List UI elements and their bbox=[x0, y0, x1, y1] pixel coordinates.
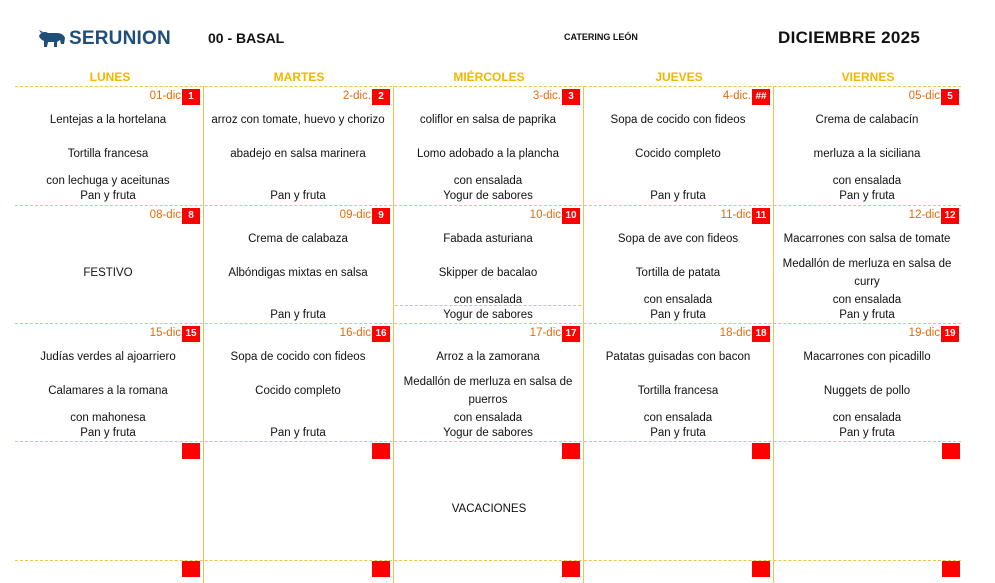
second-course: Calamares a la romana bbox=[48, 385, 168, 397]
dessert: Yogur de sabores bbox=[443, 190, 533, 202]
day-number-badge: 1 bbox=[182, 89, 200, 105]
day-cell bbox=[13, 206, 203, 324]
day-number-badge: 19 bbox=[941, 326, 959, 342]
side-dish: con ensalada bbox=[453, 294, 523, 306]
day-cell bbox=[203, 324, 393, 442]
day-cell bbox=[393, 87, 583, 205]
first-course: Judías verdes al ajoarriero bbox=[40, 351, 176, 363]
empty-day-badge bbox=[942, 561, 960, 577]
day-number-badge: 11 bbox=[752, 208, 770, 224]
second-course: Skipper de bacalao bbox=[438, 267, 538, 279]
empty-day-badge bbox=[942, 443, 960, 459]
empty-day-badge bbox=[562, 443, 580, 459]
dessert: Pan y fruta bbox=[839, 190, 895, 202]
side-dish: con ensalada bbox=[832, 294, 902, 306]
dessert: Pan y fruta bbox=[650, 427, 706, 439]
day-number-badge: 2 bbox=[372, 89, 390, 105]
empty-day-badge bbox=[372, 561, 390, 577]
first-course: arroz con tomate, huevo y chorizo bbox=[211, 114, 385, 126]
day-cell bbox=[393, 324, 583, 442]
day-header-friday: VIERNES bbox=[841, 70, 895, 84]
bull-icon bbox=[37, 28, 67, 50]
side-dish: con ensalada bbox=[643, 412, 713, 424]
first-course: Patatas guisadas con bacon bbox=[605, 351, 751, 363]
first-course: Sopa de cocido con fideos bbox=[230, 351, 366, 363]
second-course: Medallón de merluza en salsa de puerros bbox=[403, 376, 573, 406]
dessert: Pan y fruta bbox=[80, 427, 136, 439]
day-header-tuesday: MARTES bbox=[273, 70, 325, 84]
day-number-badge: 3 bbox=[562, 89, 580, 105]
dessert: Pan y fruta bbox=[270, 427, 326, 439]
vacation-label: VACACIONES bbox=[451, 503, 527, 515]
day-cell bbox=[393, 206, 583, 324]
empty-day-badge bbox=[182, 561, 200, 577]
second-course: merluza a la siciliana bbox=[813, 148, 921, 160]
day-cell bbox=[583, 87, 773, 205]
month-title: DICIEMBRE 2025 bbox=[778, 28, 921, 47]
first-course: Arroz a la zamorana bbox=[436, 351, 540, 363]
day-number-badge: 10 bbox=[562, 208, 580, 224]
day-header-monday: LUNES bbox=[89, 70, 131, 84]
empty-day-badge bbox=[562, 561, 580, 577]
day-date: 15-dic bbox=[149, 327, 181, 339]
day-number-badge: 16 bbox=[372, 326, 390, 342]
first-course: Fabada asturiana bbox=[443, 233, 533, 245]
serunion-logo bbox=[37, 26, 171, 52]
dessert: Pan y fruta bbox=[650, 190, 706, 202]
second-course: Albóndigas mixtas en salsa bbox=[228, 267, 368, 279]
day-cell bbox=[583, 206, 773, 324]
second-course: Lomo adobado a la plancha bbox=[417, 148, 559, 160]
second-course: Tortilla francesa bbox=[67, 148, 149, 160]
second-course: Tortilla francesa bbox=[637, 385, 719, 397]
day-cell bbox=[13, 324, 203, 442]
day-date: 4-dic. bbox=[722, 90, 751, 102]
day-date: 17-dic bbox=[529, 327, 561, 339]
catering-name: CATERING LEÓN bbox=[564, 32, 638, 42]
side-dish: con ensalada bbox=[643, 294, 713, 306]
first-course: Macarrones con salsa de tomate bbox=[783, 233, 951, 245]
day-date: 05-dic bbox=[908, 90, 940, 102]
dessert: Pan y fruta bbox=[270, 190, 326, 202]
brand-name: SERUNION bbox=[69, 28, 171, 49]
dessert: Pan y fruta bbox=[839, 309, 895, 321]
dessert: Yogur de sabores bbox=[443, 309, 533, 321]
second-course: Cocido completo bbox=[635, 148, 721, 160]
dessert: Pan y fruta bbox=[839, 427, 895, 439]
side-dish: con ensalada bbox=[453, 412, 523, 424]
day-cell bbox=[203, 87, 393, 205]
side-dish: con ensalada bbox=[832, 175, 902, 187]
day-number-badge: 5 bbox=[941, 89, 959, 105]
day-number-badge: 17 bbox=[562, 326, 580, 342]
dessert: Pan y fruta bbox=[270, 309, 326, 321]
empty-day-badge bbox=[752, 443, 770, 459]
day-date: 3-dic. bbox=[532, 90, 561, 102]
first-course: Lentejas a la hortelana bbox=[49, 114, 167, 126]
day-cell bbox=[583, 324, 773, 442]
day-cell bbox=[772, 324, 962, 442]
second-course: abadejo en salsa marinera bbox=[230, 148, 366, 160]
first-course: Sopa de cocido con fideos bbox=[610, 114, 746, 126]
day-number-badge: ## bbox=[752, 89, 770, 105]
second-course: Cocido completo bbox=[255, 385, 341, 397]
day-date: 2-dic. bbox=[342, 90, 371, 102]
day-date: 16-dic bbox=[339, 327, 371, 339]
day-header-thursday: JUEVES bbox=[655, 70, 703, 84]
day-number-badge: 15 bbox=[182, 326, 200, 342]
day-number-badge: 18 bbox=[752, 326, 770, 342]
second-course: Medallón de merluza en salsa de curry bbox=[782, 258, 952, 288]
empty-day-badge bbox=[752, 561, 770, 577]
day-date: 19-dic bbox=[908, 327, 940, 339]
empty-day-badge bbox=[182, 443, 200, 459]
day-cell bbox=[772, 206, 962, 324]
first-course: coliflor en salsa de paprika bbox=[419, 114, 557, 126]
side-dish: con ensalada bbox=[453, 175, 523, 187]
day-date: 18-dic bbox=[719, 327, 751, 339]
menu-name: 00 - BASAL bbox=[208, 30, 285, 46]
side-dish: con ensalada bbox=[832, 412, 902, 424]
day-header-wednesday: MIÉRCOLES bbox=[453, 70, 525, 84]
first-course: Crema de calabaza bbox=[248, 233, 348, 245]
day-date: 11-dic bbox=[720, 209, 751, 221]
day-cell bbox=[13, 87, 203, 205]
second-course: Nuggets de pollo bbox=[823, 385, 911, 397]
first-course: Crema de calabacín bbox=[815, 114, 919, 126]
day-cell bbox=[203, 206, 393, 324]
second-course: Tortilla de patata bbox=[635, 267, 721, 279]
day-date: 08-dic bbox=[149, 209, 181, 221]
day-number-badge: 12 bbox=[941, 208, 959, 224]
day-date: 09-dic bbox=[339, 209, 371, 221]
day-number-badge: 9 bbox=[372, 208, 390, 224]
first-course: Macarrones con picadillo bbox=[803, 351, 931, 363]
first-course: Sopa de ave con fideos bbox=[617, 233, 739, 245]
day-number-badge: 8 bbox=[182, 208, 200, 224]
day-date: 10-dic bbox=[529, 209, 561, 221]
day-cell bbox=[772, 87, 962, 205]
side-dish: con lechuga y aceitunas bbox=[46, 175, 170, 187]
second-course: FESTIVO bbox=[83, 267, 133, 279]
side-dish: con mahonesa bbox=[70, 412, 146, 424]
grid-divider bbox=[15, 560, 961, 561]
day-date: 12-dic bbox=[908, 209, 940, 221]
day-date: 01-dic bbox=[149, 90, 181, 102]
empty-day-badge bbox=[372, 443, 390, 459]
dessert: Yogur de sabores bbox=[443, 427, 533, 439]
dessert: Pan y fruta bbox=[80, 190, 136, 202]
dessert: Pan y fruta bbox=[650, 309, 706, 321]
